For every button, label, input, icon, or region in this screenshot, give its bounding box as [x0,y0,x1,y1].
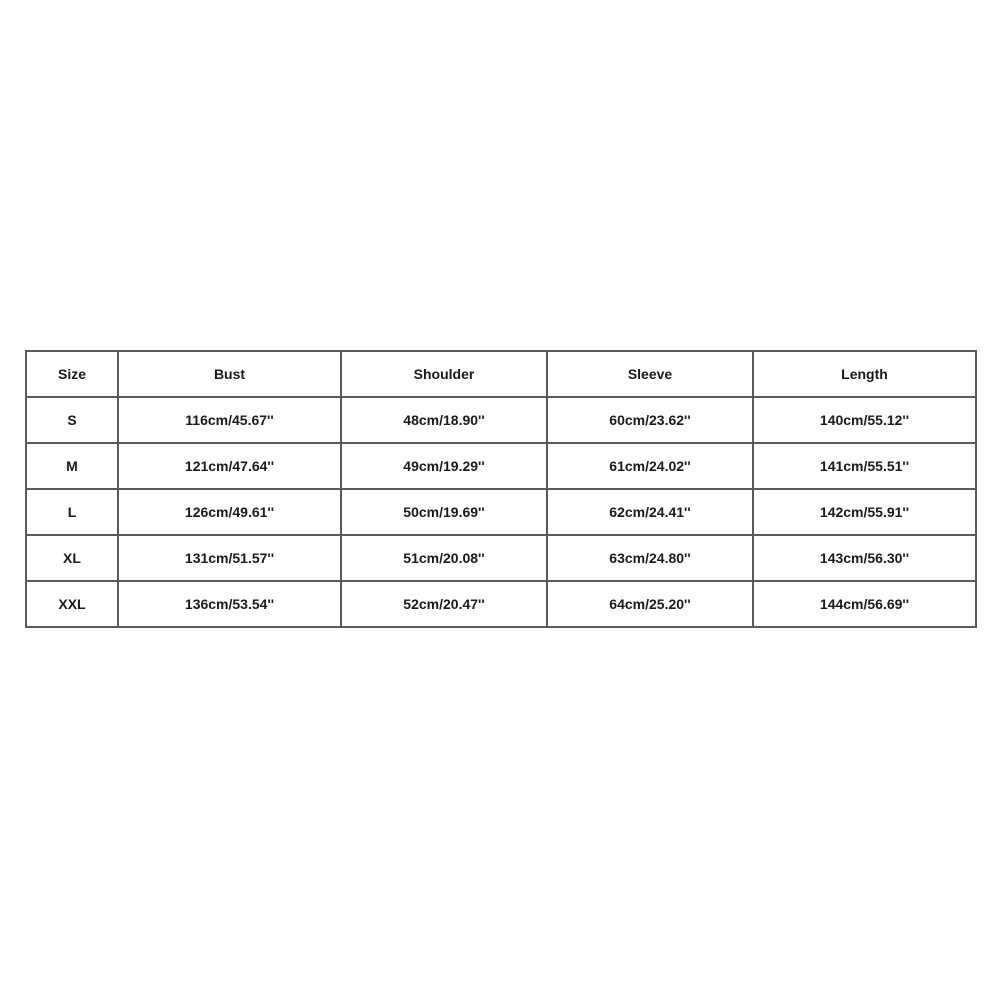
table-row [26,443,976,489]
cell-sleeve: 63cm/24.80'' [547,535,753,581]
cell-bust: 131cm/51.57'' [118,535,341,581]
header-sleeve: Sleeve [547,351,753,397]
header-length: Length [753,351,976,397]
header-shoulder: Shoulder [341,351,547,397]
cell-shoulder: 49cm/19.29'' [341,443,547,489]
header-bust: Bust [118,351,341,397]
cell-size: S [26,397,118,443]
cell-bust: 136cm/53.54'' [118,581,341,627]
cell-shoulder: 48cm/18.90'' [341,397,547,443]
cell-bust: 121cm/47.64'' [118,443,341,489]
cell-length: 141cm/55.51'' [753,443,976,489]
cell-size: XXL [26,581,118,627]
header-row [26,351,976,397]
table-row [26,535,976,581]
cell-size: XL [26,535,118,581]
cell-sleeve: 61cm/24.02'' [547,443,753,489]
cell-size: M [26,443,118,489]
cell-sleeve: 64cm/25.20'' [547,581,753,627]
table-row [26,581,976,627]
cell-length: 143cm/56.30'' [753,535,976,581]
header-size: Size [26,351,118,397]
cell-size: L [26,489,118,535]
cell-shoulder: 51cm/20.08'' [341,535,547,581]
cell-length: 144cm/56.69'' [753,581,976,627]
table-row [26,489,976,535]
cell-bust: 116cm/45.67'' [118,397,341,443]
cell-shoulder: 50cm/19.69'' [341,489,547,535]
cell-bust: 126cm/49.61'' [118,489,341,535]
cell-sleeve: 60cm/23.62'' [547,397,753,443]
cell-shoulder: 52cm/20.47'' [341,581,547,627]
cell-sleeve: 62cm/24.41'' [547,489,753,535]
cell-length: 142cm/55.91'' [753,489,976,535]
table-row [26,397,976,443]
size-chart-table [25,350,977,628]
cell-length: 140cm/55.12'' [753,397,976,443]
